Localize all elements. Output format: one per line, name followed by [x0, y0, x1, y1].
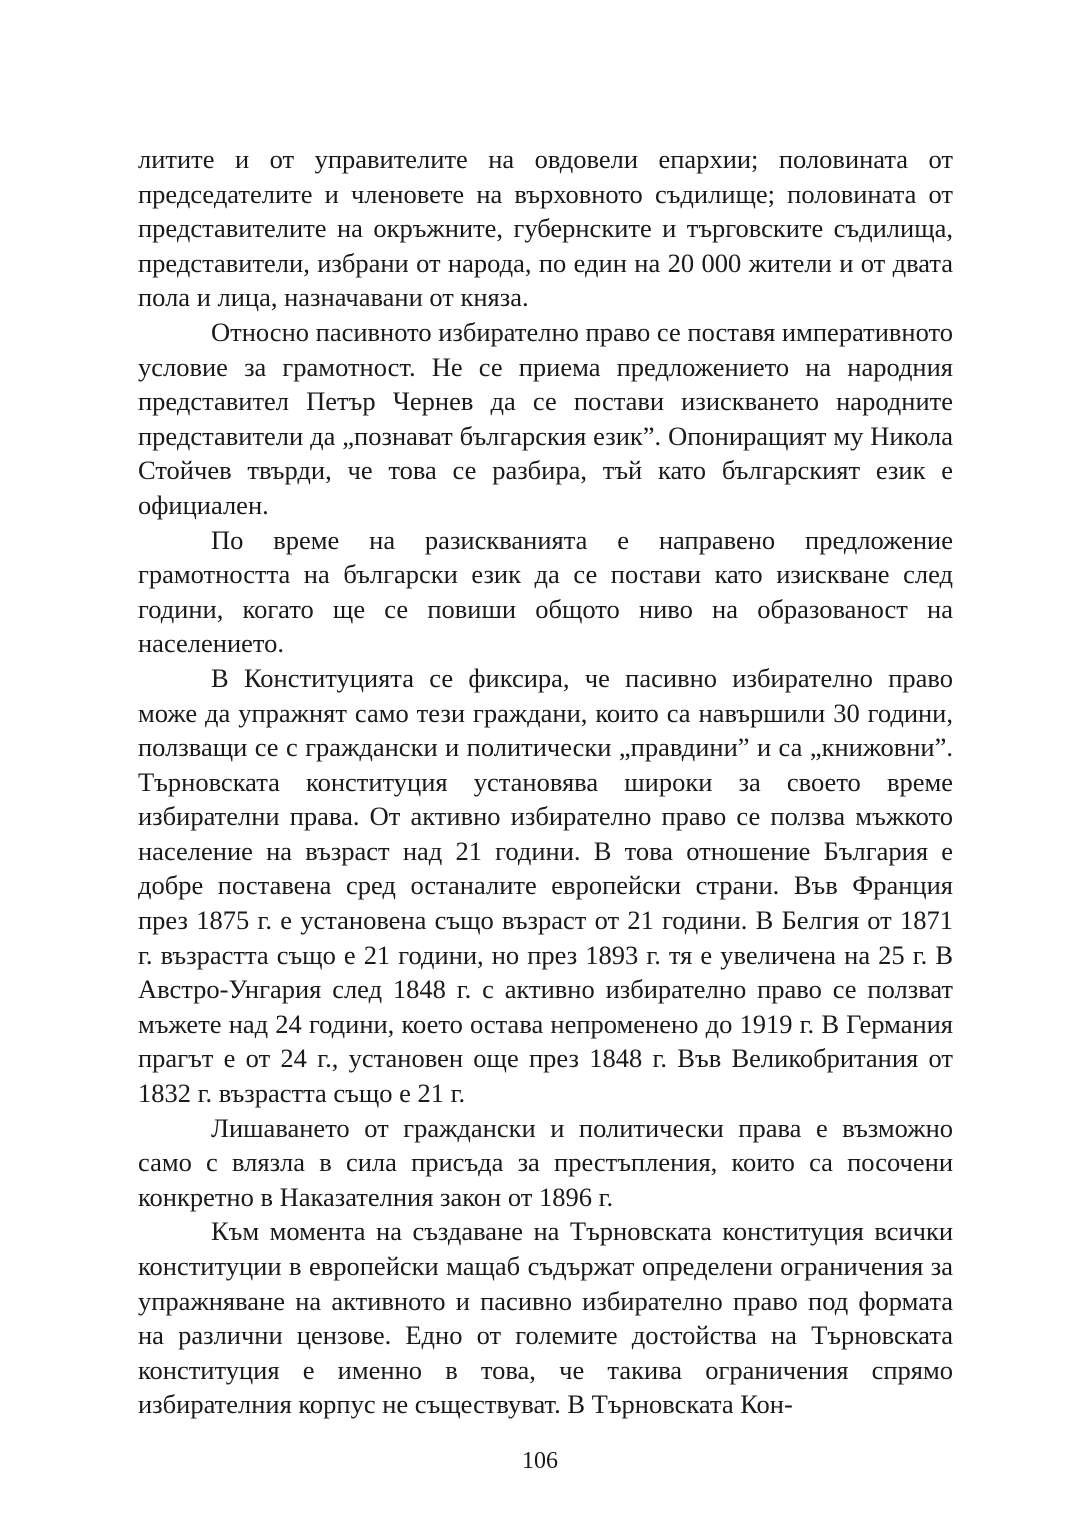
- paragraph-deprivation-of-rights: Лишаването от граждански и политически права е възможно само с влязла в сила присъда за престъпления, които са посочени конкретно в Наказателния закон от 1896 г.: [138, 1112, 953, 1212]
- paragraph-voting-age: В Конституцията се фиксира, че пасивно избирателно право може да упражнят само тези граждани, които са навършили 30 години, ползващи се с граждански и политически „правдини” и са „книжовни”. Търновската конституция установява широки за своето време избирателни права. От активно избирателно право се ползва мъжкото население на възраст над 21 години. В това отношение България е добре поставена сред останалите европейски страни. Във Франция през 1875 г. е установена също възраст от 21 години. В Белгия от 1871 г. възрастта също е 21 години, но през 1893 г. тя е увеличена на 25 г. В Австро-Унгария след 1848 г. с активно избирателно право се ползват мъжете над 24 години, което остава непроменено до 1919 г. В Германия прагът е от 24 г., установен още през 1848 г. Във Великобритания от 1832 г. възрастта също е 21 г.: [138, 662, 953, 1109]
- page-number: 106: [522, 1448, 558, 1474]
- paragraph-literacy-proposal: По време на разискванията е направено предложение грамотността на български език да се постави като изискване след години, когато ще се повиши общото ниво на образованост на населението.: [138, 524, 953, 659]
- paragraph-continued: литите и от управителите на овдовели епархии; половината от председателите и членовете на върховното съдилище; половината от представителите на окръжните, губернските и търговските съдилища, представители, избрани от народа, по един на 20 000 жители и от двата пола и лица, назначавани от княза.: [138, 144, 953, 313]
- paragraph-census-restrictions: Към момента на създаване на Търновската конституция всички конституции в европейски мащаб съдържат определени ограничения за упражняване на активното и пасивно избирателно право под формата на различни цензове. Едно от големите достойства на Търновската конституция е именно в това, че такива ограничения спрямо избирателния корпус не съществуват. В Търновската Кон-: [138, 1216, 953, 1420]
- paragraph-literacy-condition: Относно пасивното избирателно право се поставя императивното условие за грамотност. Не се приема предложението на народния представител Петър Чернев да се постави изискването народните представители да „познават българския език”. Опониращият му Никола Стойчев твърди, че това се разбира, тъй като българският език е официален.: [138, 316, 953, 520]
- body-text: [138, 142, 953, 1422]
